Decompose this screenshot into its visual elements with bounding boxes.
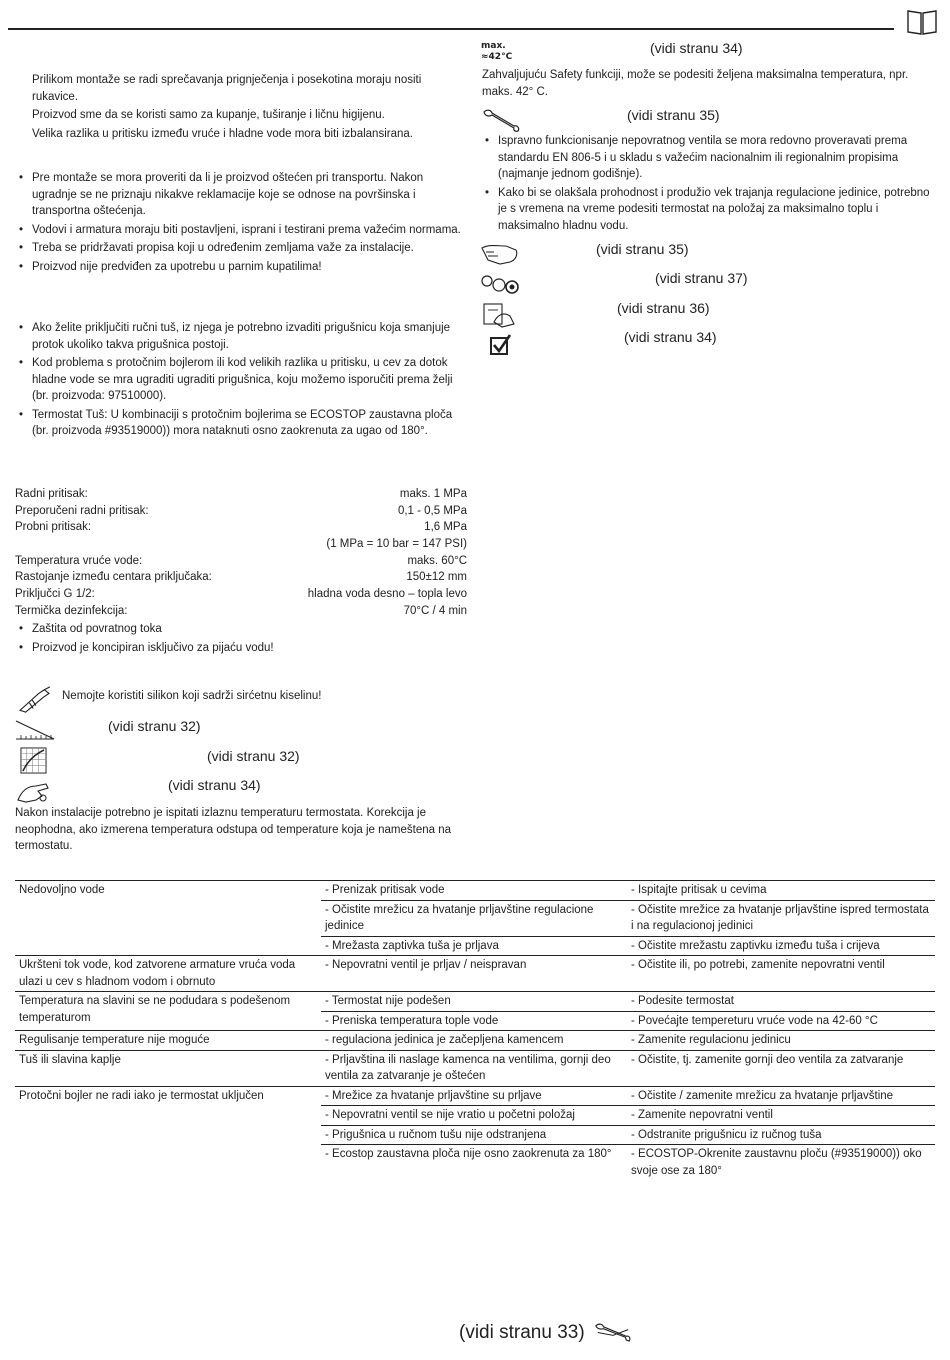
ref-test-approval: (vidi stranu 34) xyxy=(624,329,717,345)
cause-cell: - Nepovratni ventil je prljav / neispravan xyxy=(321,956,627,992)
spec-row: Priključci G 1/2: hladna voda desno – topla levo xyxy=(15,588,467,601)
problem-cell: Nedovoljno vode xyxy=(15,881,321,956)
problem-cell: Regulisanje temperature nije moguće xyxy=(15,1031,321,1051)
footer-ref-text: (vidi stranu 33) xyxy=(459,1322,585,1343)
table-row xyxy=(15,1031,935,1051)
ref-spare-parts: (vidi stranu 37) xyxy=(655,270,748,286)
silicone-gun-icon xyxy=(18,686,52,714)
ref-flow-diagram: (vidi stranu 32) xyxy=(207,748,300,764)
header-rule xyxy=(8,28,894,30)
cause-cell: - regulaciona jedinica je začepljena kamencem xyxy=(321,1031,627,1051)
checkbox-checked-icon xyxy=(489,333,513,357)
remedy-cell: - Očistite mrežastu zaptivku između tuša i crijeva xyxy=(627,936,935,956)
list-item: • Ako želite priključiti ručni tuš, iz njega je potrebno izvaditi prigušnicu koja smanjuje protok ukoliko takva prigušnica postoji. xyxy=(16,320,462,353)
safety-notes-list xyxy=(16,170,462,277)
max-temp-icon: max. ≈42°C xyxy=(481,41,513,62)
table-row xyxy=(15,1050,935,1086)
remedy-cell: - Očistite mrežice za hvatanje prljavštine ispred termostata i na regulacionoj jedinici xyxy=(627,900,935,936)
spare-parts-icon xyxy=(480,272,520,296)
problem-cell: Ukršteni tok vode, kod zatvorene armature vruća voda ulazi u cev s hladnom vodom i obrnuto xyxy=(15,956,321,992)
cause-cell: - Mrežasta zaptivka tuša je prljava xyxy=(321,936,627,956)
remedy-cell: - Očistite, tj. zamenite gornji deo ventila za zatvaranje xyxy=(627,1050,935,1086)
cause-cell: - Prigušnica u ručnom tušu nije odstranjena xyxy=(321,1125,627,1145)
hand-adjust-icon xyxy=(16,778,50,804)
cause-cell: - Očistite mrežicu za hvatanje prljavštine regulacione jedinice xyxy=(321,900,627,936)
table-row xyxy=(15,992,935,1012)
spec-row: (1 MPa = 10 bar = 147 PSI) xyxy=(326,538,467,551)
remedy-cell: - ECOSTOP-Okrenite zaustavnu ploču (#93519000)) oko svoje ose za 180° xyxy=(627,1145,935,1181)
intro-gloves: Prilikom montaže se radi sprečavanja prignječenja i posekotina moraju nositi rukavice. xyxy=(32,74,422,103)
remedy-cell: - Podesite termostat xyxy=(627,992,935,1012)
problem-cell: Protočni bojler ne radi iako je termostat uključen xyxy=(15,1086,321,1180)
ref-calibration: (vidi stranu 34) xyxy=(168,777,261,793)
maintenance-list xyxy=(482,133,932,236)
list-item: • Kako bi se olakšala prohodnost i produžio vek trajanja regulacione jedinice, potrebno je s vremena na vreme podesiti termostat na položaj za maksimalno toplu i maksimalno hladnu vodu. xyxy=(482,185,932,235)
troubleshooting-table xyxy=(15,880,935,1180)
remedy-cell: - Povećajte tempereturu vruće vode na 42-60 °C xyxy=(627,1011,935,1031)
ref-cleaning: (vidi stranu 35) xyxy=(596,241,689,257)
cause-cell: - Prljavština ili naslage kamenca na ventilima, gornji deo ventila za zatvaranje je oštećen xyxy=(321,1050,627,1086)
remedy-cell: - Zamenite regulacionu jedinicu xyxy=(627,1031,935,1051)
table-row xyxy=(15,956,935,992)
remedy-cell: - Ispitajte pritisak u cevima xyxy=(627,881,935,901)
remedy-cell: - Očistite / zamenite mrežicu za hvatanje prljavštine xyxy=(627,1086,935,1106)
cause-cell: - Ecostop zaustavna ploča nije osno zaokrenuta za 180° xyxy=(321,1145,627,1181)
calibration-text: Nakon instalacije potrebno je ispitati izlaznu temperaturu termostata. Korekcija je neophodna, ako izmerena temperatura odstupa od temperature koja je nameštena na termostatu. xyxy=(15,807,452,852)
cause-cell: - Nepovratni ventil se nije vratio u početni položaj xyxy=(321,1106,627,1126)
intro-block xyxy=(32,72,462,144)
list-item: • Proizvod je koncipiran isključivo za pijaću vodu! xyxy=(16,640,462,657)
hand-cleaning-icon xyxy=(480,240,520,266)
problem-cell: Tuš ili slavina kaplje xyxy=(15,1050,321,1086)
open-book-icon xyxy=(906,8,938,36)
list-item: • Treba se pridržavati propisa koji u određenim zemljama važe za instalacije. xyxy=(16,240,462,257)
remedy-cell: - Odstranite prigušnicu iz ručnog tuša xyxy=(627,1125,935,1145)
table-row xyxy=(15,881,935,901)
technical-data-table xyxy=(15,486,467,620)
list-item: • Ispravno funkcionisanje nepovratnog ventila se mora redovno proveravati prema standardu EN 806-5 i u skladu s važećim nacionalnim ili regionalnim propisima (najmanje jednom godišnje). xyxy=(482,133,932,183)
spec-row: Probni pritisak: 1,6 MPa xyxy=(15,521,467,534)
product-features-list xyxy=(16,621,462,658)
hand-disassembly-icon xyxy=(482,300,516,328)
wrench-pair-icon xyxy=(594,1322,632,1343)
spec-row: Radni pritisak: maks. 1 MPa xyxy=(15,488,467,500)
flow-diagram-icon xyxy=(20,747,47,774)
footer-reference xyxy=(459,1321,632,1345)
list-item: • Vodovi i armatura moraju biti postavljeni, isprani i testirani prema važećim normama. xyxy=(16,222,462,239)
cause-cell: - Mrežice za hvatanje prljavštine su prljave xyxy=(321,1086,627,1106)
table-row xyxy=(15,1086,935,1106)
list-item: • Zaštita od povratnog toka xyxy=(16,621,462,638)
wrench-icon xyxy=(481,107,521,133)
cause-cell: - Preniska temperatura tople vode xyxy=(321,1011,627,1031)
remedy-cell: - Zamenite nepovratni ventil xyxy=(627,1106,935,1126)
intro-usage: Proizvod sme da se koristi samo za kupanje, tuširanje i ličnu higijenu. xyxy=(32,109,385,121)
silicone-warning: Nemojte koristiti silikon koji sadrži sirćetnu kiselinu! xyxy=(62,690,322,702)
ref-dimensions: (vidi stranu 32) xyxy=(108,718,201,734)
spec-row: Temperatura vruće vode: maks. 60°C xyxy=(15,554,467,567)
spec-row: Rastojanje između centara priključaka: 150±12 mm xyxy=(15,571,467,584)
installation-notes-list xyxy=(16,320,462,442)
list-item: • Pre montaže se mora proveriti da li je proizvod oštećen pri transportu. Nakon ugradnje se ne priznaju nikakve reklamacije koje se odnose na površinska i transportna oštećenja. xyxy=(16,170,462,220)
cause-cell: - Termostat nije podešen xyxy=(321,992,627,1012)
spec-row: Termička dezinfekcija: 70°C / 4 min xyxy=(15,604,467,617)
list-item: • Proizvod nije predviđen za upotrebu u parnim kupatilima! xyxy=(16,259,462,276)
ref-disassembly: (vidi stranu 36) xyxy=(617,300,710,316)
safety-text: Zahvaljujuću Safety funkciji, može se podesiti željena maksimalna temperatura, npr. maks. 42° C. xyxy=(482,69,909,98)
problem-cell: Temperatura na slavini se ne podudara s podešenom temperaturom xyxy=(15,992,321,1031)
ref-maintenance: (vidi stranu 35) xyxy=(627,107,720,123)
dimensions-icon xyxy=(15,717,55,741)
remedy-cell: - Očistite ili, po potrebi, zamenite nepovratni ventil xyxy=(627,956,935,992)
list-item: • Termostat Tuš: U kombinaciji s protočnim bojlerima se ECOSTOP zaustavna ploča (br. proizvoda #93519000)) mora nataknuti osno zaokrenuta za ugao od 180°. xyxy=(16,407,462,440)
ref-safety: (vidi stranu 34) xyxy=(650,40,743,56)
cause-cell: - Prenizak pritisak vode xyxy=(321,881,627,901)
spec-row: Preporučeni radni pritisak: 0,1 - 0,5 MPa xyxy=(15,504,467,517)
list-item: • Kod problema s protočnim bojlerom ili kod velikih razlika u pritisku, u cev za dotok hladne vode se mra ugraditi ugraditi prigušnica, koju možemo isporučiti prema želji (br. proizvoda: 97510000). xyxy=(16,355,462,405)
intro-pressure: Velika razlika u pritisku između vruće i hladne vode mora biti izbalansirana. xyxy=(32,127,413,140)
